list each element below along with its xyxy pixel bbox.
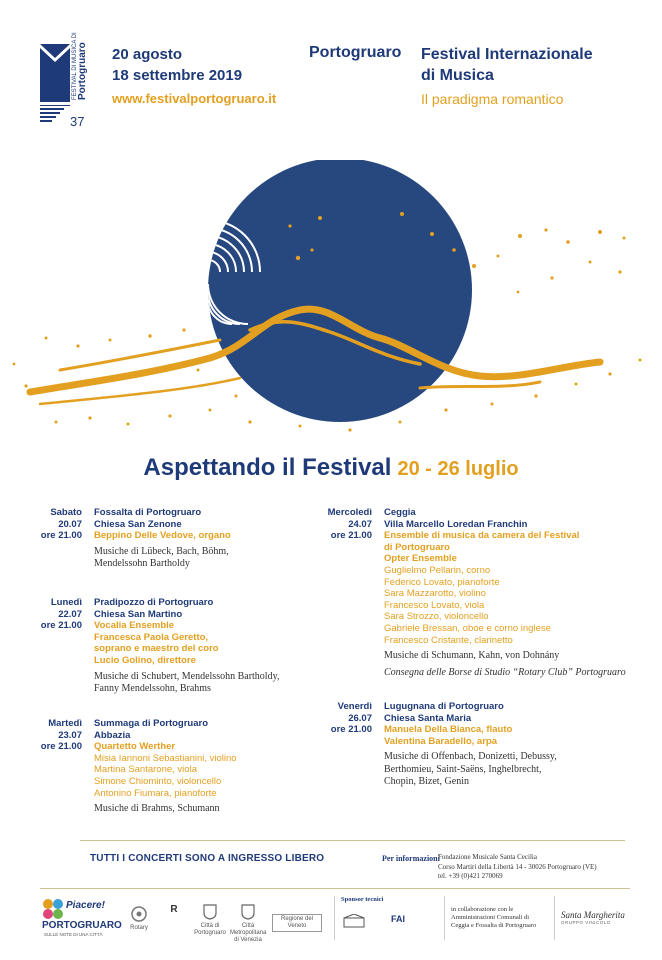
event-note: Consegna delle Borse di Studio “Rotary Club” Portogruaro	[384, 666, 626, 678]
event-day: Sabato	[50, 507, 82, 518]
program-line: Musiche di Brahms, Schumann	[94, 803, 220, 815]
brand-name: PORTOGRUARO	[42, 920, 122, 931]
event-venue: Chiesa San Zenone	[94, 518, 182, 530]
event-town: Lugugnana di Portogruaro	[384, 701, 504, 712]
event-date-block	[312, 701, 372, 736]
event-22-07	[22, 597, 322, 707]
collab-line: in collaborazione con le	[451, 906, 514, 913]
event-venue: Chiesa Santa Maria	[384, 712, 472, 724]
info-block	[438, 853, 597, 882]
event-date: 22.07	[58, 608, 82, 620]
info-label: Per informazioni	[382, 854, 440, 863]
sponsors-label: Sponsor tecnici	[341, 896, 384, 903]
website-link[interactable]: www.festivalportogruaro.it	[112, 91, 277, 106]
event-24-07	[312, 507, 632, 687]
event-body	[94, 718, 324, 816]
date-start: 20 agosto	[112, 46, 183, 63]
flower-icon	[42, 898, 64, 920]
sponsor-block	[334, 896, 438, 940]
event-town: Pradipozzo di Portogruaro	[94, 597, 214, 608]
logo-edition: 37	[70, 114, 85, 129]
event-program	[94, 803, 324, 816]
regione-veneto-logo: Regione del Veneto	[272, 914, 322, 932]
heading-title: Aspettando il Festival	[143, 454, 392, 481]
collab-line: Amministrazioni Comunali di	[451, 914, 529, 921]
event-town: Fossalta di Portogruaro	[94, 507, 202, 518]
info-line: Corso Martiri della Libertà 14 - 30026 Portogruaro (VE)	[438, 862, 597, 871]
coat-of-arms-icon	[203, 904, 217, 920]
info-line: tel. +39 (0)421 270069	[438, 872, 503, 880]
event-performer: Martina Santarone, viola	[94, 764, 197, 776]
piacere-portogruaro-logo	[40, 898, 122, 942]
rotary-club-logo: R	[170, 904, 178, 915]
event-performer: Simone Chiominto, violoncello	[94, 775, 222, 787]
festival-title	[421, 44, 593, 86]
heading-dates: 20 - 26 luglio	[397, 458, 519, 480]
event-26-07	[312, 701, 632, 801]
event-time: ore 21.00	[40, 530, 82, 542]
program-line: Musiche di Offenbach, Donizetti, Debussy,	[384, 751, 557, 763]
event-20-07	[22, 507, 322, 587]
info-line: Fondazione Musicale Santa Cecilia	[438, 853, 537, 861]
program-line: Musiche di Schumann, Kahn, von Dohnány	[384, 650, 560, 662]
header-city: Portogruaro	[309, 44, 402, 61]
event-performer: soprano e maestro del coro	[94, 643, 219, 655]
event-performer: Federico Lovato, pianoforte	[384, 576, 500, 588]
program-line: Mendelssohn Bartholdy	[94, 558, 190, 570]
event-time: ore 21.00	[40, 620, 82, 632]
event-performer: Quartetto Werther	[94, 741, 176, 753]
event-day: Venerdì	[337, 701, 372, 712]
event-time: ore 21.00	[330, 724, 372, 736]
event-town: Ceggia	[384, 507, 416, 518]
logo-city-text: Portogruaro	[77, 42, 88, 100]
event-performer: Sara Mazzarotto, violino	[384, 588, 486, 600]
program-line: Chopin, Bizet, Genin	[384, 776, 469, 788]
event-performer: Manuela Della Bianca, flauto	[384, 724, 513, 736]
event-program	[94, 546, 324, 571]
event-performer: Guglielmo Pellarin, corno	[384, 564, 491, 576]
citta-portogruaro-logo	[194, 904, 226, 937]
event-performer: Francesco Cristante, clarinetto	[384, 634, 513, 646]
collab-line: Ceggia e Fossalta di Portogruaro	[451, 922, 537, 929]
event-performer: Antonino Fiumara, pianoforte	[94, 787, 217, 799]
event-date-block	[22, 718, 82, 753]
event-performer: Beppino Delle Vedove, organo	[94, 530, 231, 542]
event-body	[94, 507, 324, 571]
program-line: Fanny Mendelssohn, Brahms	[94, 683, 211, 695]
event-day: Martedì	[48, 718, 82, 729]
rotary-wheel-icon	[131, 906, 147, 922]
festival-dates	[112, 44, 242, 86]
program-line: Musiche di Schubert, Mendelssohn Bartholdy,	[94, 670, 280, 682]
logo-festival-text: FESTIVAL DI MUSICA DI	[72, 32, 78, 100]
sponsor-fai: FAI	[391, 914, 406, 924]
event-body	[384, 507, 634, 678]
collaboration-block	[444, 896, 548, 940]
event-date: 24.07	[348, 518, 372, 530]
event-date-block	[22, 507, 82, 542]
festival-title-line2: di Musica	[421, 67, 494, 84]
event-date-block	[312, 507, 372, 542]
event-performer: Francesca Paola Geretto,	[94, 631, 209, 643]
footer-rule-bottom	[40, 888, 630, 889]
event-performer: Sara Strozzo, violoncello	[384, 611, 489, 623]
logo-label: Città di Portogruaro	[194, 923, 226, 936]
program-line: Musiche di Lübeck, Bach, Böhm,	[94, 545, 229, 557]
event-date: 23.07	[58, 729, 82, 741]
event-date-block	[22, 597, 82, 632]
event-venue: Chiesa San Martino	[94, 608, 183, 620]
event-date: 20.07	[58, 518, 82, 530]
event-date: 26.07	[348, 712, 372, 724]
event-day: Lunedì	[50, 597, 82, 608]
partner-name: Santa Margherita	[561, 910, 625, 920]
citta-metropolitana-logo	[230, 904, 266, 944]
logo-label: Rotary	[130, 925, 148, 931]
event-venue: Villa Marcello Loredan Franchin	[384, 518, 528, 530]
santa-margherita-logo	[554, 896, 630, 940]
event-day: Mercoledì	[327, 507, 372, 518]
free-entry-notice: TUTTI I CONCERTI SONO A INGRESSO LIBERO	[90, 853, 325, 864]
event-time: ore 21.00	[40, 741, 82, 753]
event-performer: Misia Iannoni Sebastianini, violino	[94, 752, 237, 764]
sponsor-building-icon	[343, 914, 365, 928]
event-performer: Vocalia Ensemble	[94, 620, 175, 632]
festival-logo	[40, 32, 100, 134]
event-program	[384, 751, 634, 789]
moon-circle	[208, 160, 472, 422]
event-performer: Lucio Golino, direttore	[94, 654, 196, 666]
event-performer: Francesco Lovato, viola	[384, 599, 485, 611]
program-line: Berthomieu, Saint-Saëns, Inghelbrecht,	[384, 763, 542, 775]
event-body	[384, 701, 634, 789]
event-performer: di Portogruaro	[384, 541, 450, 553]
partner-sub: GRUPPO VINICOLO	[561, 920, 611, 925]
brand-top: Piacere!	[66, 900, 105, 911]
footer-rule-top	[80, 840, 625, 841]
date-end: 18 settembre 2019	[112, 67, 243, 84]
event-performer: Opter Ensemble	[384, 553, 457, 565]
event-time: ore 21.00	[330, 530, 372, 542]
event-program	[384, 650, 634, 663]
event-program	[94, 671, 324, 696]
event-performer: Gabriele Bressan, oboe e corno inglese	[384, 622, 551, 634]
rotary-logo	[124, 906, 154, 932]
event-town: Summaga di Portogruaro	[94, 718, 209, 729]
logo-label: Città Metropolitana di Venezia	[230, 923, 267, 943]
section-heading	[0, 454, 662, 482]
event-23-07	[22, 718, 322, 828]
event-venue: Abbazia	[94, 729, 131, 741]
festival-title-line1: Festival Internazionale	[421, 46, 593, 63]
moon-artwork	[0, 160, 662, 450]
festival-subtitle: Il paradigma romantico	[421, 91, 564, 107]
brand-tag: SULLE NOTE DI UNA CITTÀ	[44, 932, 103, 937]
event-performer: Ensemble di musica da camera del Festival	[384, 530, 580, 542]
event-performer: Valentina Baradello, arpa	[384, 735, 497, 747]
event-body	[94, 597, 324, 696]
coat-of-arms-icon	[241, 904, 255, 920]
